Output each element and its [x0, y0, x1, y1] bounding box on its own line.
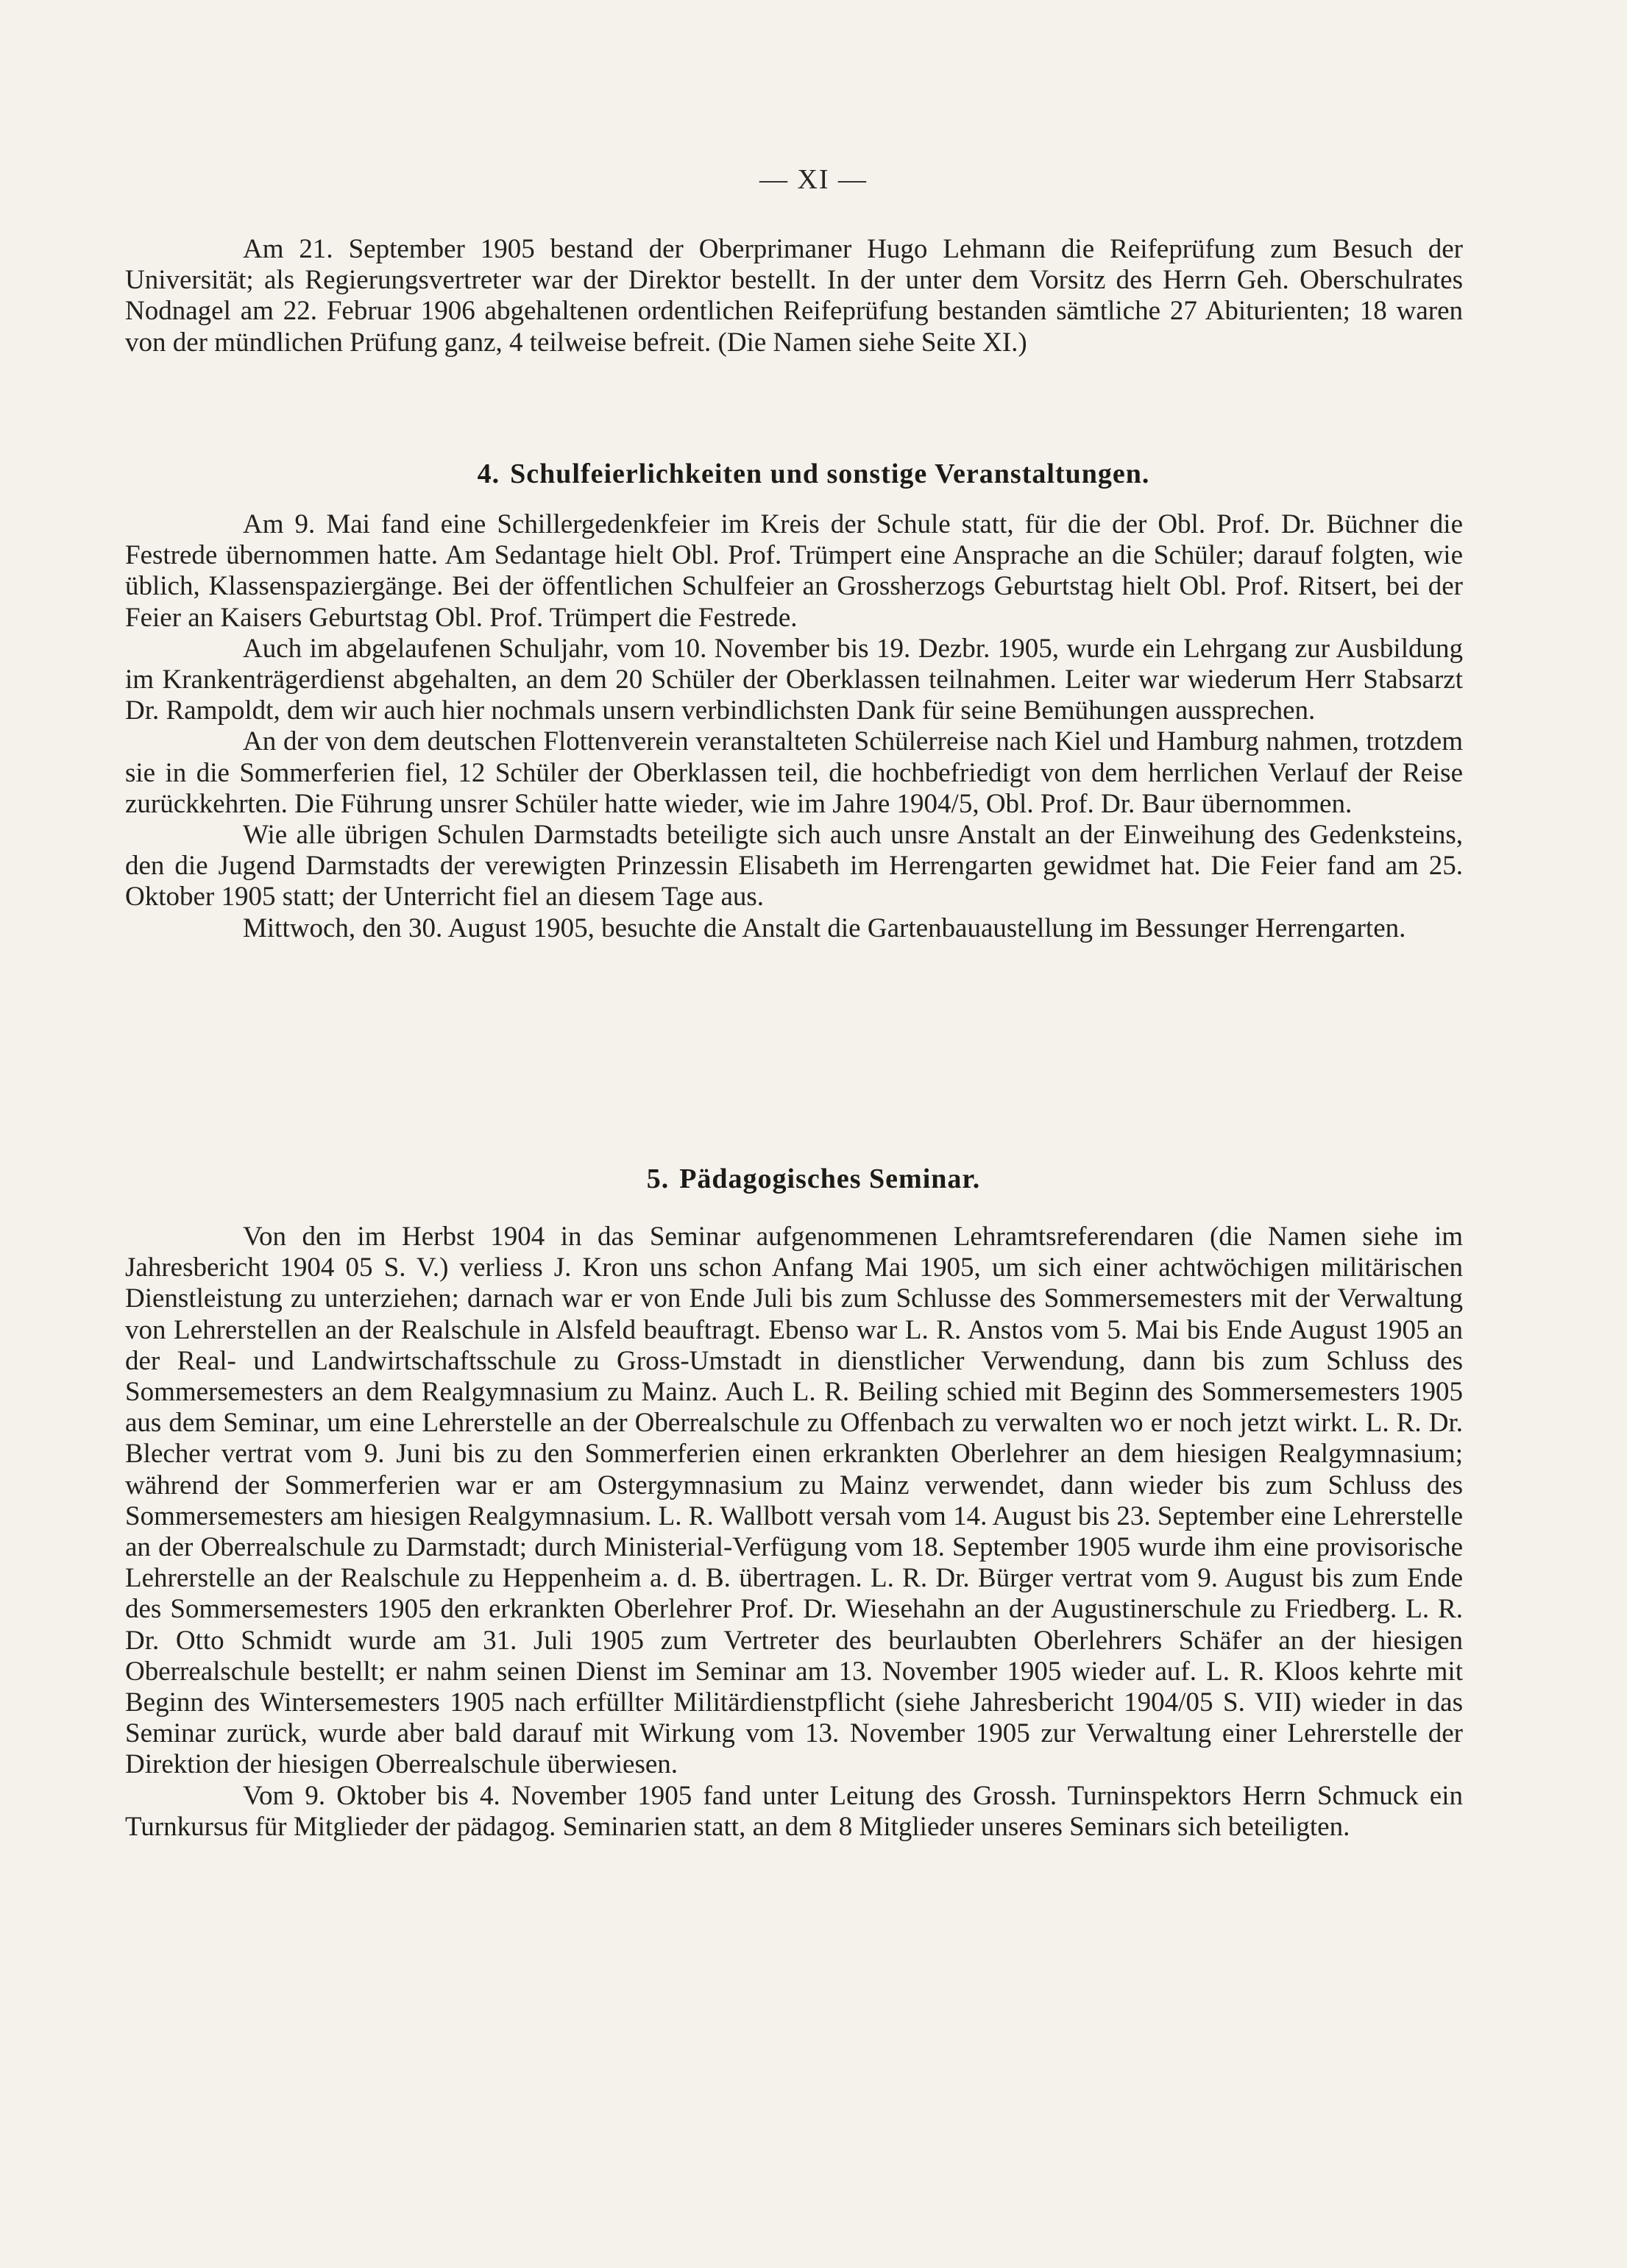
intro-text — [125, 234, 1463, 358]
section-title: Pädagogisches Seminar. — [679, 1163, 981, 1194]
paragraph: Mittwoch, den 30. August 1905, besuchte die Anstalt die Gartenbauaustellung im Bessunger Herrengarten. — [243, 912, 1406, 943]
section-number: 4. — [477, 458, 500, 489]
paragraph: Am 21. September 1905 bestand der Oberprimaner Hugo Lehmann die Reifeprüfung zum Besuch der Universität; als Regierungsvertreter war der Direktor bestellt. In der unter dem Vorsitz des Herrn Geh. Oberschulrates Nodnagel am 22. Februar 1906 abgehaltenen ordentlichen Reifeprüfung bestanden sämtliche 27 Abiturienten; 18 waren von der mündlichen Prüfung ganz, 4 teilweise befreit. (Die Namen siehe Seite XI.) — [125, 234, 1463, 358]
paragraph: Auch im abgelaufenen Schuljahr, vom 10. November bis 19. Dezbr. 1905, wurde ein Lehrgang zur Ausbildung im Krankenträgerdienst abgehalten, an dem 20 Schüler der Oberklassen teilnahmen. Leiter war wiederum Herr Stabsarzt Dr. Rampoldt, dem wir auch hier nochmals unsern verbindlichsten Dank für seine Bemühungen aussprechen. — [125, 633, 1463, 726]
section-title: Schulfeierlichkeiten und sonstige Veranstaltungen. — [510, 458, 1150, 489]
paragraph: Vom 9. Oktober bis 4. November 1905 fand unter Leitung des Grossh. Turninspektors Herrn Schmuck ein Turnkursus für Mitglieder der pädagog. Seminarien statt, an dem 8 Mitglieder unseres Seminars sich beteiligten. — [125, 1780, 1463, 1842]
section-5-text — [125, 1222, 1463, 1843]
section-number: 5. — [646, 1163, 670, 1194]
paragraph: Wie alle übrigen Schulen Darmstadts beteiligte sich auch unsre Anstalt an der Einweihung des Gedenksteins, den die Jugend Darmstadts der verewigten Prinzessin Elisabeth im Herrengarten gewidmet hat. Die Feier fand am 25. Oktober 1905 statt; der Unterricht fiel an diesem Tage aus. — [125, 820, 1463, 912]
paragraph: Von den im Herbst 1904 in das Seminar aufgenommenen Lehramtsreferendaren (die Namen siehe im Jahresbericht 1904 05 S. V.) verliess J. Kron uns schon Anfang Mai 1905, um sich einer achtwöchigen militärischen Dienstleistung zu unterziehen; darnach war er von Ende Juli bis zum Schlusse des Sommersemesters mit der Verwaltung von Lehrerstellen an der Realschule in Alsfeld beauftragt. Ebenso war L. R. Anstos vom 5. Mai bis Ende August 1905 an der Real- und Landwirtschaftsschule zu Gross-Umstadt in dienstlicher Verwendung, dann bis zum Schluss des Sommersemesters an dem Realgymnasium zu Mainz. Auch L. R. Beiling schied mit Beginn des Sommersemesters 1905 aus dem Seminar, um eine Lehrerstelle an der Oberrealschule zu Offenbach zu verwalten wo er noch jetzt wirkt. L. R. Dr. Blecher vertrat vom 9. Juni bis zu den Sommerferien einen erkrankten Oberlehrer an dem hiesigen Realgymnasium; während der Sommerferien war er am Ostergymnasium zu Mainz verwendet, dann wieder bis zum Schluss des Sommersemesters am hiesigen Realgymnasium. L. R. Wallbott versah vom 14. August bis 23. September eine Lehrerstelle an der Oberrealschule zu Darmstadt; durch Ministerial-Verfügung vom 18. September 1905 wurde ihm eine provisorische Lehrerstelle an der Realschule zu Heppenheim a. d. B. übertragen. L. R. Dr. Bürger vertrat vom 9. August bis zum Ende des Sommersemesters 1905 den erkrankten Oberlehrer Prof. Dr. Wiesehahn an der Augustinerschule zu Friedberg. L. R. Dr. Otto Schmidt wurde am 31. Juli 1905 zum Vertreter des beurlaubten Oberlehrers Schäfer an der hiesigen Oberrealschule bestellt; er nahm seinen Dienst im Seminar am 13. November 1905 wieder auf. L. R. Kloos kehrte mit Beginn des Wintersemesters 1905 nach erfüllter Militärdienstpflicht (siehe Jahresbericht 1904/05 S. VII) wieder in das Seminar zurück, wurde aber bald darauf mit Wirkung vom 13. November 1905 zur Verwaltung einer Lehrerstelle der Direktion der hiesigen Oberrealschule überwiesen. — [125, 1222, 1463, 1780]
section-4-heading — [0, 458, 1627, 490]
section-4-text — [125, 509, 1463, 944]
paragraph: Am 9. Mai fand eine Schillergedenkfeier im Kreis der Schule statt, für die der Obl. Prof. Dr. Büchner die Festrede übernommen hatte. Am Sedantage hielt Obl. Prof. Trümpert eine Ansprache an die Schüler; darauf folgten, wie üblich, Klassenspaziergänge. Bei der öffentlichen Schulfeier an Grossherzogs Geburtstag hielt Obl. Prof. Ritsert, bei der Feier an Kaisers Geburtstag Obl. Prof. Trümpert die Festrede. — [125, 509, 1463, 633]
paragraph: An der von dem deutschen Flottenverein veranstalteten Schülerreise nach Kiel und Hamburg nahmen, trotzdem sie in die Sommerferien fiel, 12 Schüler der Oberklassen teil, die hochbefriedigt von dem herrlichen Verlauf der Reise zurückkehrten. Die Führung unsrer Schüler hatte wieder, wie im Jahre 1904/5, Obl. Prof. Dr. Baur übernommen. — [125, 726, 1463, 819]
page-number: — XI — — [759, 164, 868, 195]
section-5-heading — [0, 1163, 1627, 1195]
